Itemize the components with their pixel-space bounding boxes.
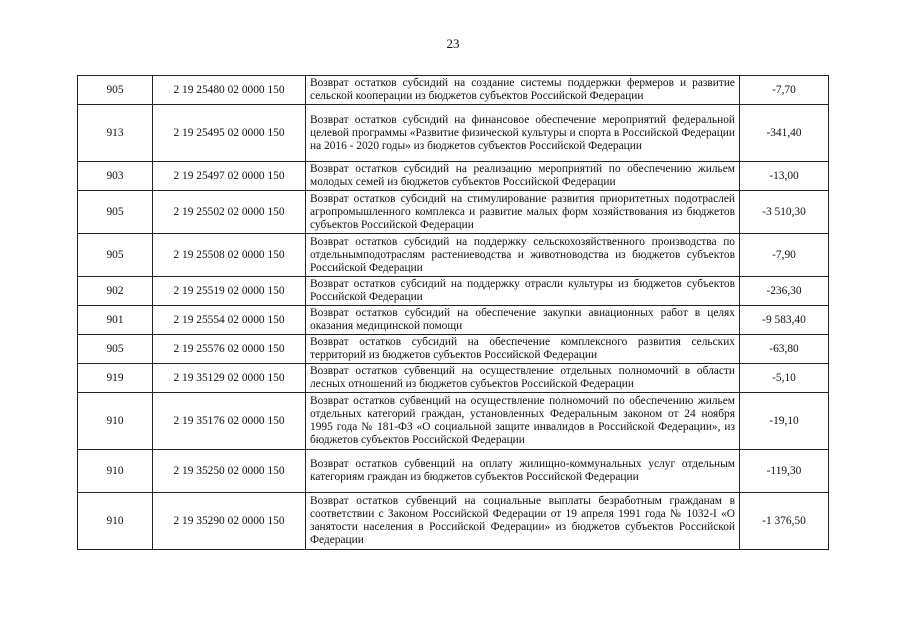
description-cell <box>306 450 740 493</box>
description-cell <box>306 191 740 234</box>
description-text: Возврат остатков субвенций на осуществление отдельных полномочий в области лесных отношений из бюджетов субъектов Российской Федерации <box>310 365 735 390</box>
amount-cell: -119,30 <box>740 450 829 493</box>
description-text: Возврат остатков субвенций на социальные выплаты безработным гражданам в соответствии с Законом Российской Федерации от 19 апреля 1991 года № 1032-I «О занятости населения в Российской Федерации» из бюджетов субъектов Российской Федерации <box>310 495 735 546</box>
description-text: Возврат остатков субсидий на поддержку сельскохозяйственного производства по отдельнымподотраслям растениеводства и животноводства из бюджетов субъектов Российской Федерации <box>310 235 735 274</box>
budget-code-cell: 2 19 25495 02 0000 150 <box>153 105 306 162</box>
admin-code-cell: 910 <box>78 450 153 493</box>
amount-cell: -13,00 <box>740 162 829 191</box>
table-row <box>78 234 829 277</box>
budget-code-cell: 2 19 25554 02 0000 150 <box>153 306 306 335</box>
description-cell <box>306 162 740 191</box>
description-text: Возврат остатков субсидий на финансовое обеспечение мероприятий федеральной целевой программы «Развитие физической культуры и спорта в Российской Федерации на 2016 - 2020 годы» из бюджетов субъектов Российской Федерации <box>310 113 735 152</box>
table-row <box>78 493 829 550</box>
amount-cell: -63,80 <box>740 335 829 364</box>
admin-code-cell: 910 <box>78 493 153 550</box>
budget-code-cell: 2 19 25497 02 0000 150 <box>153 162 306 191</box>
budget-code-cell: 2 19 25502 02 0000 150 <box>153 191 306 234</box>
amount-cell: -19,10 <box>740 393 829 450</box>
table-row <box>78 105 829 162</box>
amount-cell: -5,10 <box>740 364 829 393</box>
page-number: 23 <box>446 36 460 51</box>
admin-code-cell: 910 <box>78 393 153 450</box>
description-cell <box>306 306 740 335</box>
budget-table <box>77 75 829 550</box>
admin-code-cell: 905 <box>78 191 153 234</box>
description-text: Возврат остатков субвенций на оплату жилищно-коммунальных услуг отдельным категориям граждан из бюджетов субъектов Российской Федерации <box>310 458 735 483</box>
budget-code-cell: 2 19 35129 02 0000 150 <box>153 364 306 393</box>
table-row <box>78 450 829 493</box>
description-cell <box>306 277 740 306</box>
description-text: Возврат остатков субсидий на создание системы поддержки фермеров и развитие сельской кооперации из бюджетов субъектов Российской Федерации <box>310 77 735 102</box>
description-cell <box>306 105 740 162</box>
admin-code-cell: 913 <box>78 105 153 162</box>
budget-code-cell: 2 19 25480 02 0000 150 <box>153 76 306 105</box>
description-text: Возврат остатков субсидий на стимулирование развития приоритетных подотраслей агропромышленного комплекса и развитие малых форм хозяйствования из бюджетов субъектов Российской Федерации <box>310 192 735 231</box>
description-text: Возврат остатков субсидий на реализацию мероприятий по обеспечению жильем молодых семей из бюджетов субъектов Российской Федерации <box>310 163 735 188</box>
budget-code-cell: 2 19 35290 02 0000 150 <box>153 493 306 550</box>
description-cell <box>306 393 740 450</box>
budget-code-cell: 2 19 25519 02 0000 150 <box>153 277 306 306</box>
table-row <box>78 364 829 393</box>
table-row <box>78 191 829 234</box>
table-row <box>78 277 829 306</box>
amount-cell: -7,70 <box>740 76 829 105</box>
description-text: Возврат остатков субсидий на поддержку отрасли культуры из бюджетов субъектов Российской Федерации <box>310 278 735 303</box>
admin-code-cell: 902 <box>78 277 153 306</box>
description-text: Возврат остатков субсидий на обеспечение закупки авиационных работ в целях оказания медицинской помощи <box>310 307 735 332</box>
description-cell <box>306 234 740 277</box>
budget-code-cell: 2 19 25576 02 0000 150 <box>153 335 306 364</box>
table-row <box>78 306 829 335</box>
budget-code-cell: 2 19 35176 02 0000 150 <box>153 393 306 450</box>
amount-cell: -1 376,50 <box>740 493 829 550</box>
amount-cell: -236,30 <box>740 277 829 306</box>
admin-code-cell: 905 <box>78 234 153 277</box>
admin-code-cell: 905 <box>78 335 153 364</box>
budget-code-cell: 2 19 35250 02 0000 150 <box>153 450 306 493</box>
admin-code-cell: 905 <box>78 76 153 105</box>
amount-cell: -341,40 <box>740 105 829 162</box>
table-row <box>78 76 829 105</box>
table-row <box>78 162 829 191</box>
admin-code-cell: 901 <box>78 306 153 335</box>
description-text: Возврат остатков субсидий на обеспечение комплексного развития сельских территорий из бюджетов субъектов Российской Федерации <box>310 336 735 361</box>
budget-code-cell: 2 19 25508 02 0000 150 <box>153 234 306 277</box>
amount-cell: -9 583,40 <box>740 306 829 335</box>
admin-code-cell: 903 <box>78 162 153 191</box>
amount-cell: -7,90 <box>740 234 829 277</box>
description-cell <box>306 335 740 364</box>
table-row <box>78 335 829 364</box>
description-cell <box>306 76 740 105</box>
amount-cell: -3 510,30 <box>740 191 829 234</box>
admin-code-cell: 919 <box>78 364 153 393</box>
description-cell <box>306 493 740 550</box>
description-cell <box>306 364 740 393</box>
table-row <box>78 393 829 450</box>
description-text: Возврат остатков субвенций на осуществление полномочий по обеспечению жильем отдельных категорий граждан, установленных Федеральным законом от 24 ноября 1995 года № 181-ФЗ «О социальной защите инвалидов в Российской Федерации», из бюджетов субъектов Российской Федерации <box>310 395 735 446</box>
